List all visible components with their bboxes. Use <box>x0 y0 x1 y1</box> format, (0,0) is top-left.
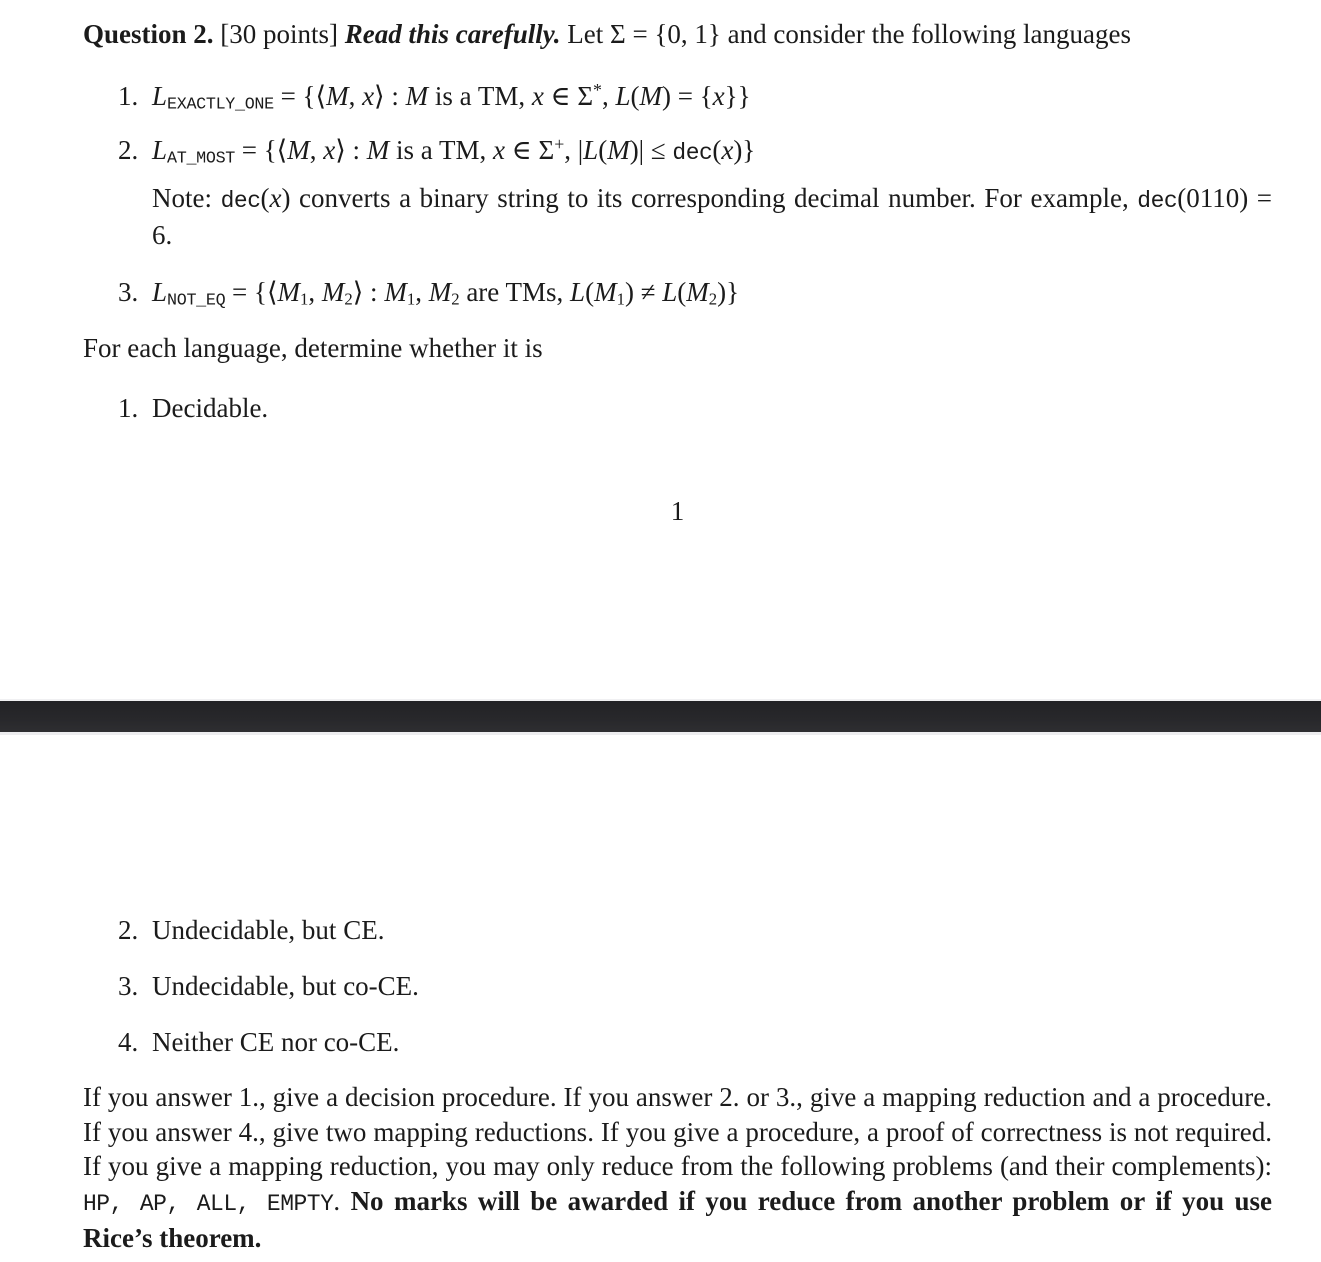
option-label: Undecidable, but CE. <box>152 915 385 945</box>
language-item-3 <box>83 275 1272 309</box>
note-text: Note: dec(x) converts a binary string to its corresponding decimal number. For example, dec(0110) = 6. <box>152 183 1272 250</box>
language-item-1 <box>83 79 1272 113</box>
page-gap-separator <box>0 699 1321 735</box>
question-header: Question 2. [30 points] Read this carefully. Let Σ = {0, 1} and consider the following languages <box>83 19 1132 49</box>
option-label: Neither CE nor co-CE. <box>152 1027 400 1057</box>
option-item-1 <box>83 391 1272 425</box>
language-formula: LAT_MOST = {⟨M, x⟩ : M is a TM, x ∈ Σ+, |L(M)| ≤ dec(x)} <box>152 134 756 169</box>
option-label: Decidable. <box>152 393 269 423</box>
language-formula: LNOT_EQ = {⟨M1, M2⟩ : M1, M2 are TMs, L(M1) ≠ L(M2)} <box>152 277 740 311</box>
language-item-2 <box>83 133 1272 252</box>
page-2 <box>0 735 1321 1262</box>
language-item-number: 2. <box>118 135 139 165</box>
option-number: 4. <box>118 1027 139 1057</box>
page-number: 1 <box>670 496 685 526</box>
option-item-4 <box>83 1025 1272 1059</box>
language-formula: LEXACTLY_ONE = {⟨M, x⟩ : M is a TM, x ∈ Σ*, L(M) = {x}} <box>152 80 751 115</box>
language-item-number: 3. <box>118 277 139 307</box>
closing-paragraph: If you answer 1., give a decision procedure. If you answer 2. or 3., give a mapping reduction and a procedure. If you answer 4., give two mapping reductions. If you give a procedure, a proof of correctness is not required. If you give a mapping reduction, you may only reduce from the following problems (and their complements): HP, AP, ALL, EMPTY. No marks will be awarded if you reduce from another problem or if you use Rice’s theorem. <box>83 1082 1272 1253</box>
option-item-2 <box>83 913 1272 947</box>
option-item-3 <box>83 969 1272 1003</box>
option-number: 3. <box>118 971 139 1001</box>
option-number: 1. <box>118 393 139 423</box>
prompt-text: For each language, determine whether it is <box>83 333 543 363</box>
language-item-number: 1. <box>118 81 139 111</box>
option-number: 2. <box>118 915 139 945</box>
option-label: Undecidable, but co-CE. <box>152 971 419 1001</box>
